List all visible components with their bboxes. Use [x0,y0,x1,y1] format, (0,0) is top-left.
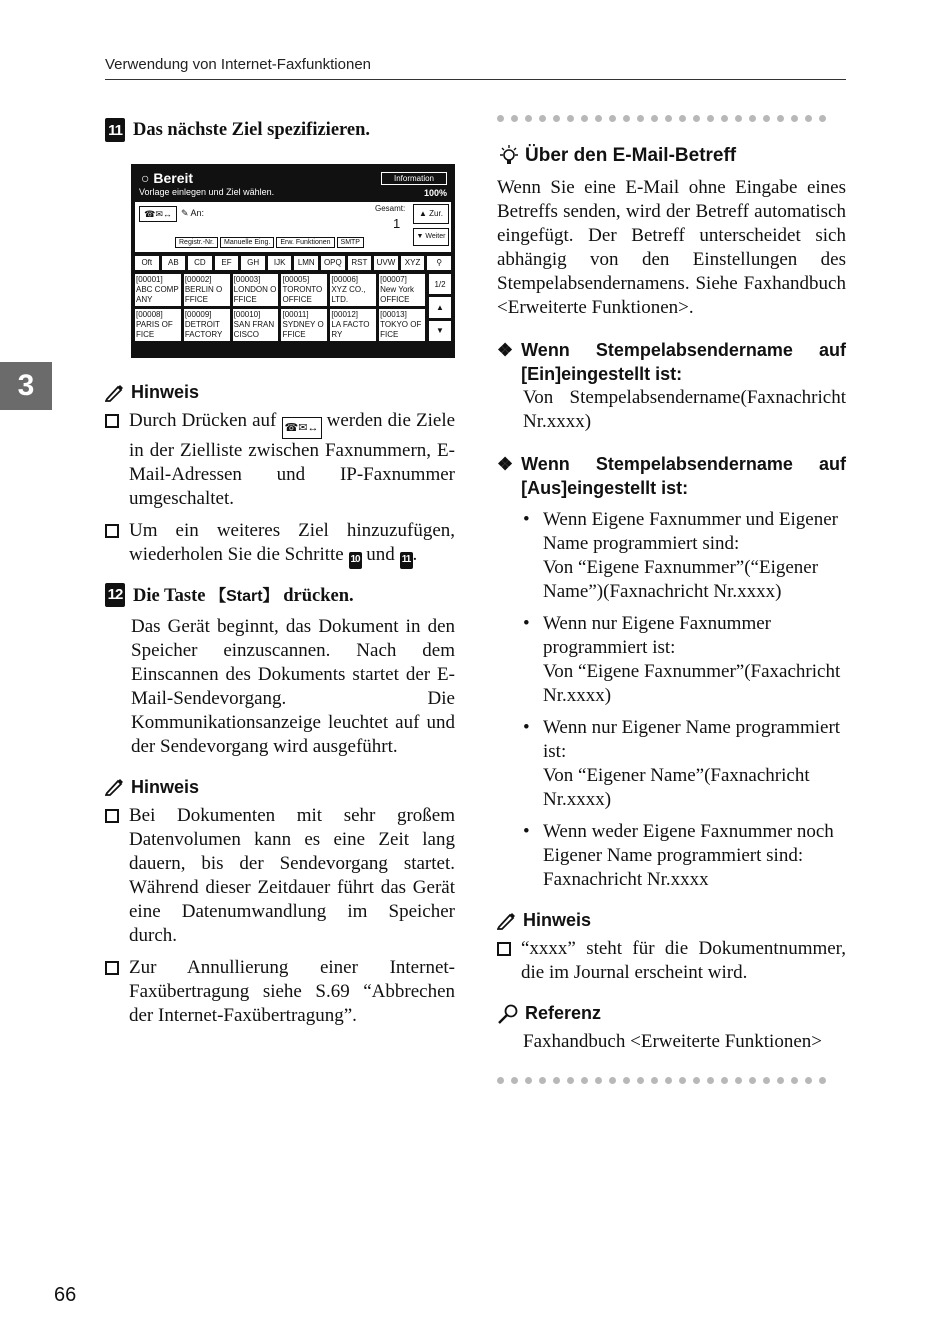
divider-dot [735,1077,742,1084]
divider-dot [525,115,532,122]
divider-dot [525,1077,532,1084]
divider-dot [693,1077,700,1084]
scroll-down-icon: ▼ [429,321,451,341]
divider-dot [567,1077,574,1084]
list-item: • Wenn nur Eigene Faxnummer programmiert ist: Von “Eigene Faxnummer”(Faxachricht Nr.xxxx) [523,613,841,706]
step-12-heading: 12 Die Taste 【Start】 drücken. [105,583,455,607]
step-11-title: Das nächste Ziel spezifizieren. [133,119,371,140]
destination-area [135,202,451,252]
destination-grid [135,274,451,341]
divider-dot [511,1077,518,1084]
screen-message: Vorlage einlegen und Ziel wählen. [139,187,275,197]
divider-dot [497,1077,504,1084]
checkbox-marker-icon [105,961,119,975]
pencil-icon [105,384,125,402]
checkbox-marker-icon [105,414,119,428]
checkbox-marker-icon [105,524,119,538]
alphabet-key: AB [162,256,186,270]
diamond-bullet-icon: ❖ [497,340,514,360]
total-label: Gesamt: [375,204,406,213]
note-item: Zur Annullierung einer Internet-Faxübertragung siehe S.69 “Abbrechen der Internet-Faxübertragung”. [105,956,455,1028]
divider-dot [539,115,546,122]
note-item: Um ein weiteres Ziel hinzuzufügen, wiederholen Sie die Schritte 10 und 11 . [105,519,455,569]
note-item: “xxxx” steht für die Dokumentnummer, die im Journal erscheint wird. [497,937,846,985]
list-item: • Wenn weder Eigene Faxnummer noch Eigener Name programmiert sind: Faxnachricht Nr.xxxx [523,821,834,890]
alphabet-key: GH [241,256,265,270]
divider-dot [581,1077,588,1084]
step-number-badge: 12 [105,583,125,607]
chapter-tab: 3 [0,362,52,410]
destination-cells [135,274,425,341]
step-ref-badge: 10 [349,552,362,569]
fax-panel-screenshot [131,164,455,358]
destination-cell: [00009] DETROIT FACTORY [184,309,230,341]
list-item: • Wenn Eigene Faxnummer und Eigener Name programmiert sind: Von “Eigene Faxnummer”(“Eigener Name”)(Faxnachricht Nr.xxxx) [523,509,838,602]
note-list [105,804,455,1028]
alphabet-key: EF [215,256,239,270]
diamond-bullet-icon: ❖ [497,454,514,474]
divider-dot [721,1077,728,1084]
screen-button-row [175,237,364,248]
divider-dot [595,115,602,122]
checkbox-marker-icon [105,809,119,823]
total-value: 1 [393,216,401,231]
alphabet-key: CD [188,256,212,270]
search-icon: ⚲ [427,256,451,270]
screen-button: Registr.-Nr. [175,237,218,248]
divider-dot [665,1077,672,1084]
alphabet-key: OPQ [321,256,345,270]
list-item: • Wenn nur Eigener Name programmiert ist: Von “Eigener Name”(Faxnachricht Nr.xxxx) [523,717,841,810]
destination-cell: [00005] TORONTO OFFICE [281,274,327,306]
divider-dot [581,115,588,122]
alphabet-key-row [135,256,451,270]
page-number: 66 [54,1284,77,1306]
destination-cell: [00002] BERLIN O FFICE [184,274,230,306]
screen-button: Erw. Funktionen [276,237,334,248]
note-item: Durch Drücken auf ☎✉↔ werden die Ziele in der Zielliste zwischen Faxnummern, E-Mail-Adressen und IP-Faxnummer umgeschaltet. [105,409,455,511]
divider-dot [637,115,644,122]
destination-label: ✎ An: [181,208,205,218]
destination-toggle-key-icon: ☎✉↔ [282,417,322,439]
tip-body: Wenn Sie eine E-Mail ohne Eingabe eines Betreffs senden, wird der Betreff automatisch eingefügt. Der Betreff unterscheidet sich abhängig von den Einstellungen des Stempelabsendernamens. Siehe Faxhandbuch <Erweiterte Funktionen>. [497,177,846,318]
divider-dot [819,115,826,122]
screen-button: Manuelle Eing. [220,237,274,248]
back-button: ▲ Zur. [413,204,449,224]
start-key-label: 【Start】 [210,587,279,605]
screen-status-bar [135,168,451,202]
note-list [497,937,846,985]
running-header: Verwendung von Internet-Faxfunktionen [105,56,846,80]
destination-cell: [00001] ABC COMP ANY [135,274,181,306]
divider-dot [679,115,686,122]
magnifier-icon [497,1004,519,1024]
divider-dot [707,1077,714,1084]
divider-dot [609,1077,616,1084]
note-heading: Hinweis [497,910,846,931]
divider-dot [497,115,504,122]
note-list [105,409,455,569]
condition-body: Von Stempelabsendername(Faxnachricht Nr.xxxx) [523,387,846,432]
checkbox-marker-icon [497,942,511,956]
dotted-divider-bottom [497,1074,846,1086]
destination-cell: [00010] SAN FRAN CISCO [233,309,279,341]
destination-cell: [00006] XYZ CO., LTD. [330,274,376,306]
destination-cell: [00003] LONDON O FFICE [233,274,279,306]
destination-cell: [00011] SYDNEY O FFICE [281,309,327,341]
alphabet-key: XYZ [401,256,425,270]
alphabet-key: UVW [374,256,398,270]
divider-dot [749,115,756,122]
right-column [497,112,846,1086]
screen-button: SMTP [337,237,364,248]
divider-dot [777,115,784,122]
divider-dot [553,115,560,122]
divider-dot [511,115,518,122]
tip-heading: Über den E-Mail-Betreff [497,144,846,168]
screen-status: ○ Bereit [141,170,194,186]
left-column [105,118,455,1036]
divider-dot [679,1077,686,1084]
destination-cell: [00008] PARIS OF FICE [135,309,181,341]
divider-dot [777,1077,784,1084]
note-heading: Hinweis [105,382,455,403]
destination-cell: [00007] New York OFFICE [379,274,425,306]
divider-dot [539,1077,546,1084]
pencil-icon [105,778,125,796]
divider-dot [623,115,630,122]
alphabet-key: LMN [294,256,318,270]
page-indicator: 1/2 [429,274,451,294]
divider-dot [763,1077,770,1084]
destination-toggle-icon: ☎✉↔ [139,206,177,222]
divider-dot [819,1077,826,1084]
step-ref-badge: 11 [400,552,413,569]
divider-dot [609,115,616,122]
alphabet-key: RST [348,256,372,270]
divider-dot [763,115,770,122]
note-heading: Hinweis [105,777,455,798]
dotted-divider-top [497,112,846,124]
divider-dot [805,115,812,122]
divider-dot [567,115,574,122]
reference-heading: Referenz [497,1003,846,1024]
step-11-heading [105,118,455,142]
divider-dot [707,115,714,122]
divider-dot [651,1077,658,1084]
condition-heading: ❖ Wenn Stempelabsendername auf [Ein]eingestellt ist: [497,340,846,384]
condition-bullet-list [497,508,846,892]
pencil-icon [497,912,517,930]
divider-dot [805,1077,812,1084]
memory-percent: 100% [423,188,447,198]
divider-dot [651,115,658,122]
divider-dot [693,115,700,122]
step-12-body: Das Gerät beginnt, das Dokument in den Speicher einzuscannen. Nach dem Einscannen des Dokuments startet der E-Mail-Sendevorgang. Die Kommunikationsanzeige leuchtet auf und der Sendevorgang wird ausgeführt. [131,615,455,757]
divider-dot [749,1077,756,1084]
lightbulb-icon [497,144,521,168]
scroll-up-icon: ▲ [429,297,451,317]
alphabet-key: IJK [268,256,292,270]
reference-body: Faxhandbuch <Erweiterte Funktionen> [523,1031,822,1052]
divider-dot [623,1077,630,1084]
alphabet-key: Oft [135,256,159,270]
divider-dot [735,115,742,122]
divider-dot [721,115,728,122]
condition-heading: ❖ Wenn Stempelabsendername auf [Aus]eingestellt ist: [497,454,846,498]
divider-dot [665,115,672,122]
next-button: ▼ Weiter [413,228,449,246]
divider-dot [791,1077,798,1084]
destination-cell: [00012] LA FACTO RY [330,309,376,341]
divider-dot [791,115,798,122]
grid-side-controls [429,274,451,341]
divider-dot [553,1077,560,1084]
divider-dot [595,1077,602,1084]
divider-dot [637,1077,644,1084]
step-number-badge: 11 [105,118,125,142]
information-button: Information [381,172,447,185]
note-item: Bei Dokumenten mit sehr großem Datenvolumen kann es eine Zeit lang dauern, bis der Sendevorgang startet. Während dieser Zeitdauer führt das Gerät eine Datenumwandlung im Speicher durch. [105,804,455,948]
destination-cell: [00013] TOKYO OF FICE [379,309,425,341]
